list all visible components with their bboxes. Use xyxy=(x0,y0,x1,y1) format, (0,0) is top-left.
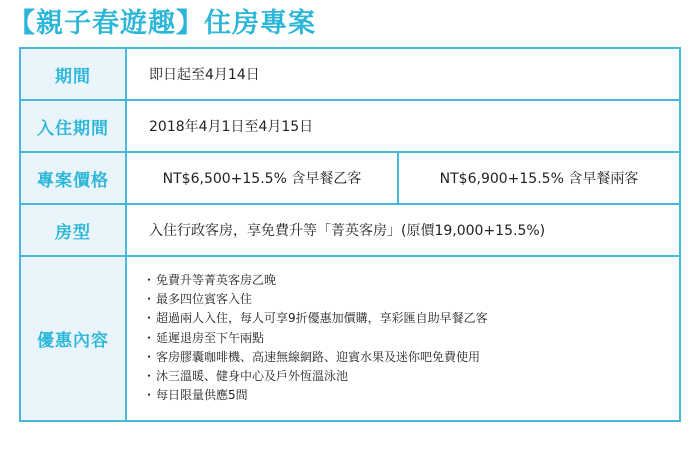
benefits-cell xyxy=(127,257,681,422)
page-title: 【親子春遊趣】住房專案 xyxy=(8,8,316,39)
benefits-list xyxy=(143,271,488,405)
price-label: 專案價格 xyxy=(21,153,127,205)
package-table xyxy=(19,47,681,422)
room-label: 房型 xyxy=(21,205,127,257)
benefit-item: ・ 客房膠囊咖啡機、高速無線網路、迎賓水果及迷你吧免費使用 xyxy=(143,348,488,367)
price-option-1: NT$6,500+15.5% 含早餐乙客 xyxy=(127,153,399,205)
period-label: 期間 xyxy=(21,49,127,101)
benefits-label: 優惠內容 xyxy=(21,257,127,422)
benefit-item: ・ 延遲退房至下午兩點 xyxy=(143,329,488,348)
benefit-item: ・ 免費升等菁英客房乙晚 xyxy=(143,271,488,290)
benefit-item: ・ 沐三溫暖、健身中心及戶外恆溫泳池 xyxy=(143,367,488,386)
benefit-item: ・ 超過兩人入住，每人可享9折優惠加價購，享彩匯自助早餐乙客 xyxy=(143,309,488,328)
benefit-item: ・ 每日限量供應5間 xyxy=(143,386,488,405)
price-option-2: NT$6,900+15.5% 含早餐兩客 xyxy=(399,153,681,205)
period-value: 即日起至4月14日 xyxy=(127,49,681,101)
checkin-value: 2018年4月1日至4月15日 xyxy=(127,101,681,153)
benefit-item: ・ 最多四位賓客入住 xyxy=(143,290,488,309)
room-value: 入住行政客房，享免費升等「菁英客房」(原價19,000+15.5%) xyxy=(127,205,681,257)
checkin-label: 入住期間 xyxy=(21,101,127,153)
